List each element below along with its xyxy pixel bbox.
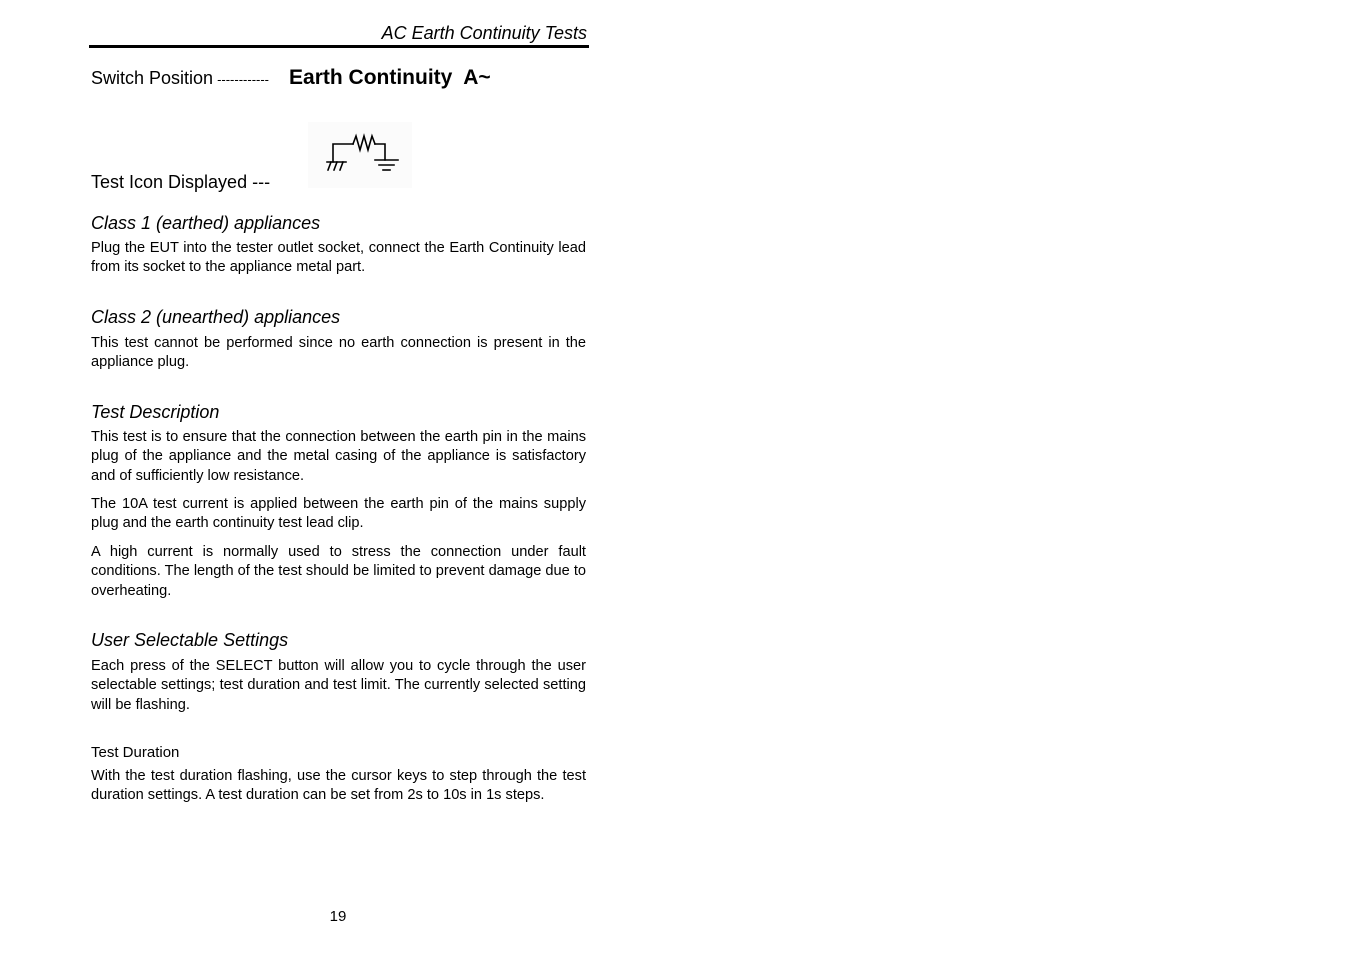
earth-continuity-resistor-icon	[308, 122, 412, 188]
switch-position-label: Switch Position	[91, 68, 214, 88]
class2-paragraph: This test cannot be performed since no earth connection is present in the appliance plug.	[91, 335, 586, 371]
class1-heading: Class 1 (earthed) appliances	[91, 213, 321, 233]
test-description-paragraph-2: The 10A test current is applied between the earth pin of the mains supply plug and the earth continuity test lead clip.	[91, 496, 586, 532]
test-description-paragraph-3: A high current is normally used to stress the connection under fault conditions. The length of the test should be limited to prevent damage due to overheating.	[91, 544, 586, 599]
user-settings-paragraph: Each press of the SELECT button will allow you to cycle through the user selectable settings; test duration and test limit. The currently selected setting will be flashing.	[91, 658, 586, 713]
class2-heading: Class 2 (unearthed) appliances	[91, 307, 341, 327]
switch-position-row	[91, 66, 491, 96]
switch-position-value: Earth Continuity A~	[289, 66, 491, 89]
test-duration-heading: Test Duration	[91, 744, 180, 761]
test-description-paragraph-1: This test is to ensure that the connection between the earth pin in the mains plug of the appliance and the metal casing of the appliance is satisfactory and of sufficiently low resistance.	[91, 429, 586, 484]
switch-position-dashes: ------------	[217, 72, 270, 87]
header-rule	[89, 45, 589, 48]
test-icon-label: Test Icon Displayed ---	[91, 172, 271, 192]
class1-paragraph: Plug the EUT into the tester outlet socket, connect the Earth Continuity lead from its socket to the appliance metal part.	[91, 240, 586, 276]
test-description-heading: Test Description	[91, 402, 220, 422]
page-number: 19	[329, 908, 347, 925]
running-header: AC Earth Continuity Tests	[381, 23, 587, 43]
user-settings-heading: User Selectable Settings	[91, 630, 289, 650]
test-duration-paragraph: With the test duration flashing, use the cursor keys to step through the test duration settings. A test duration can be set from 2s to 10s in 1s steps.	[91, 768, 586, 804]
